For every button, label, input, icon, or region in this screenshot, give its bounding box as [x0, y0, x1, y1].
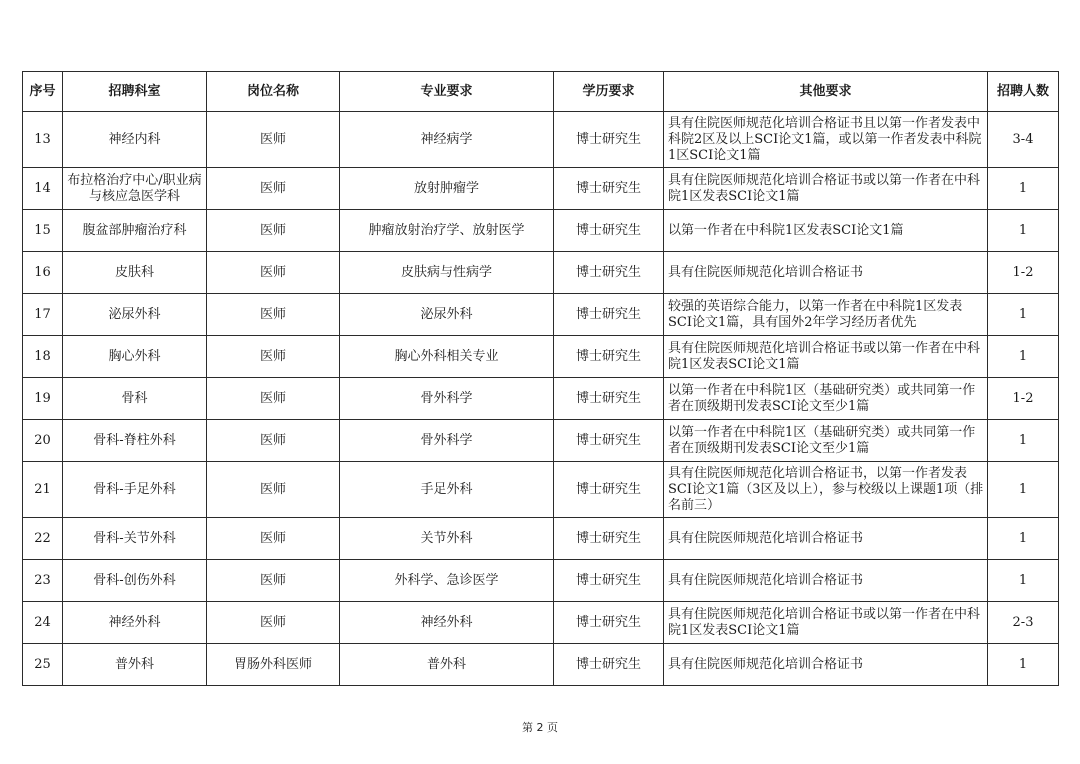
cell-other-requirements: 以第一作者在中科院1区（基础研究类）或共同第一作者在顶级期刊发表SCI论文至少1篇: [664, 420, 988, 462]
cell-serial: 18: [23, 336, 63, 378]
table-header-row: [23, 72, 1059, 112]
cell-headcount: 1: [988, 644, 1059, 686]
table-row: [23, 210, 1059, 252]
cell-education: 博士研究生: [554, 518, 664, 560]
cell-other-requirements: 以第一作者在中科院1区（基础研究类）或共同第一作者在顶级期刊发表SCI论文至少1篇: [664, 378, 988, 420]
cell-position: 医师: [207, 210, 340, 252]
cell-education: 博士研究生: [554, 294, 664, 336]
cell-major: 放射肿瘤学: [340, 168, 554, 210]
recruitment-table: [22, 71, 1059, 686]
cell-position: 医师: [207, 462, 340, 518]
cell-serial: 21: [23, 462, 63, 518]
cell-headcount: 2-3: [988, 602, 1059, 644]
cell-serial: 22: [23, 518, 63, 560]
cell-other-requirements: 具有住院医师规范化培训合格证书或以第一作者在中科院1区发表SCI论文1篇: [664, 336, 988, 378]
cell-education: 博士研究生: [554, 462, 664, 518]
table-row: [23, 560, 1059, 602]
cell-position: 胃肠外科医师: [207, 644, 340, 686]
cell-department: 胸心外科: [63, 336, 207, 378]
cell-serial: 25: [23, 644, 63, 686]
cell-education: 博士研究生: [554, 378, 664, 420]
cell-headcount: 1: [988, 210, 1059, 252]
cell-serial: 14: [23, 168, 63, 210]
cell-other-requirements: 具有住院医师规范化培训合格证书: [664, 560, 988, 602]
table-row: [23, 462, 1059, 518]
cell-headcount: 3-4: [988, 112, 1059, 168]
cell-headcount: 1: [988, 294, 1059, 336]
cell-position: 医师: [207, 168, 340, 210]
cell-major: 胸心外科相关专业: [340, 336, 554, 378]
cell-serial: 23: [23, 560, 63, 602]
cell-headcount: 1: [988, 560, 1059, 602]
cell-headcount: 1-2: [988, 378, 1059, 420]
cell-position: 医师: [207, 294, 340, 336]
cell-department: 骨科-关节外科: [63, 518, 207, 560]
cell-major: 骨外科学: [340, 378, 554, 420]
table-row: [23, 378, 1059, 420]
cell-major: 神经外科: [340, 602, 554, 644]
cell-serial: 16: [23, 252, 63, 294]
cell-position: 医师: [207, 378, 340, 420]
table-row: [23, 336, 1059, 378]
cell-headcount: 1: [988, 168, 1059, 210]
cell-department: 腹盆部肿瘤治疗科: [63, 210, 207, 252]
cell-education: 博士研究生: [554, 252, 664, 294]
cell-major: 外科学、急诊医学: [340, 560, 554, 602]
col-header-serial: 序号: [23, 72, 63, 112]
cell-other-requirements: 具有住院医师规范化培训合格证书或以第一作者在中科院1区发表SCI论文1篇: [664, 168, 988, 210]
col-header-headcount: 招聘人数: [988, 72, 1059, 112]
table-row: [23, 294, 1059, 336]
cell-department: 骨科-创伤外科: [63, 560, 207, 602]
cell-serial: 15: [23, 210, 63, 252]
cell-department: 神经外科: [63, 602, 207, 644]
cell-position: 医师: [207, 420, 340, 462]
cell-education: 博士研究生: [554, 168, 664, 210]
cell-position: 医师: [207, 112, 340, 168]
cell-department: 骨科: [63, 378, 207, 420]
cell-major: 神经病学: [340, 112, 554, 168]
table-row: [23, 112, 1059, 168]
col-header-other-requirements: 其他要求: [664, 72, 988, 112]
cell-serial: 13: [23, 112, 63, 168]
cell-major: 手足外科: [340, 462, 554, 518]
cell-department: 泌尿外科: [63, 294, 207, 336]
cell-position: 医师: [207, 602, 340, 644]
cell-position: 医师: [207, 252, 340, 294]
col-header-position: 岗位名称: [207, 72, 340, 112]
col-header-education: 学历要求: [554, 72, 664, 112]
cell-department: 普外科: [63, 644, 207, 686]
cell-education: 博士研究生: [554, 560, 664, 602]
cell-education: 博士研究生: [554, 112, 664, 168]
cell-serial: 20: [23, 420, 63, 462]
cell-serial: 17: [23, 294, 63, 336]
cell-education: 博士研究生: [554, 602, 664, 644]
table-row: [23, 644, 1059, 686]
cell-headcount: 1: [988, 336, 1059, 378]
table-body: [23, 112, 1059, 686]
cell-education: 博士研究生: [554, 336, 664, 378]
cell-other-requirements: 具有住院医师规范化培训合格证书: [664, 644, 988, 686]
table-row: [23, 168, 1059, 210]
cell-major: 关节外科: [340, 518, 554, 560]
cell-headcount: 1: [988, 518, 1059, 560]
cell-other-requirements: 具有住院医师规范化培训合格证书，以第一作者发表SCI论文1篇（3区及以上），参与校级以上课题1项（排名前三）: [664, 462, 988, 518]
cell-department: 布拉格治疗中心/职业病与核应急医学科: [63, 168, 207, 210]
table-row: [23, 252, 1059, 294]
cell-other-requirements: 较强的英语综合能力，以第一作者在中科院1区发表SCI论文1篇，具有国外2年学习经历者优先: [664, 294, 988, 336]
cell-education: 博士研究生: [554, 420, 664, 462]
cell-headcount: 1: [988, 420, 1059, 462]
cell-other-requirements: 具有住院医师规范化培训合格证书: [664, 252, 988, 294]
cell-position: 医师: [207, 336, 340, 378]
table-row: [23, 602, 1059, 644]
cell-other-requirements: 具有住院医师规范化培训合格证书: [664, 518, 988, 560]
col-header-major: 专业要求: [340, 72, 554, 112]
cell-headcount: 1-2: [988, 252, 1059, 294]
cell-education: 博士研究生: [554, 644, 664, 686]
cell-major: 肿瘤放射治疗学、放射医学: [340, 210, 554, 252]
cell-position: 医师: [207, 518, 340, 560]
cell-other-requirements: 以第一作者在中科院1区发表SCI论文1篇: [664, 210, 988, 252]
table-row: [23, 518, 1059, 560]
page-number: 第 2 页: [522, 721, 558, 734]
cell-position: 医师: [207, 560, 340, 602]
cell-other-requirements: 具有住院医师规范化培训合格证书且以第一作者发表中科院2区及以上SCI论文1篇，或以第一作者发表中科院1区SCI论文1篇: [664, 112, 988, 168]
cell-headcount: 1: [988, 462, 1059, 518]
col-header-department: 招聘科室: [63, 72, 207, 112]
cell-major: 泌尿外科: [340, 294, 554, 336]
cell-department: 骨科-脊柱外科: [63, 420, 207, 462]
cell-major: 普外科: [340, 644, 554, 686]
cell-major: 皮肤病与性病学: [340, 252, 554, 294]
cell-department: 骨科-手足外科: [63, 462, 207, 518]
table-row: [23, 420, 1059, 462]
cell-department: 皮肤科: [63, 252, 207, 294]
cell-education: 博士研究生: [554, 210, 664, 252]
cell-other-requirements: 具有住院医师规范化培训合格证书或以第一作者在中科院1区发表SCI论文1篇: [664, 602, 988, 644]
cell-major: 骨外科学: [340, 420, 554, 462]
cell-department: 神经内科: [63, 112, 207, 168]
cell-serial: 19: [23, 378, 63, 420]
cell-serial: 24: [23, 602, 63, 644]
